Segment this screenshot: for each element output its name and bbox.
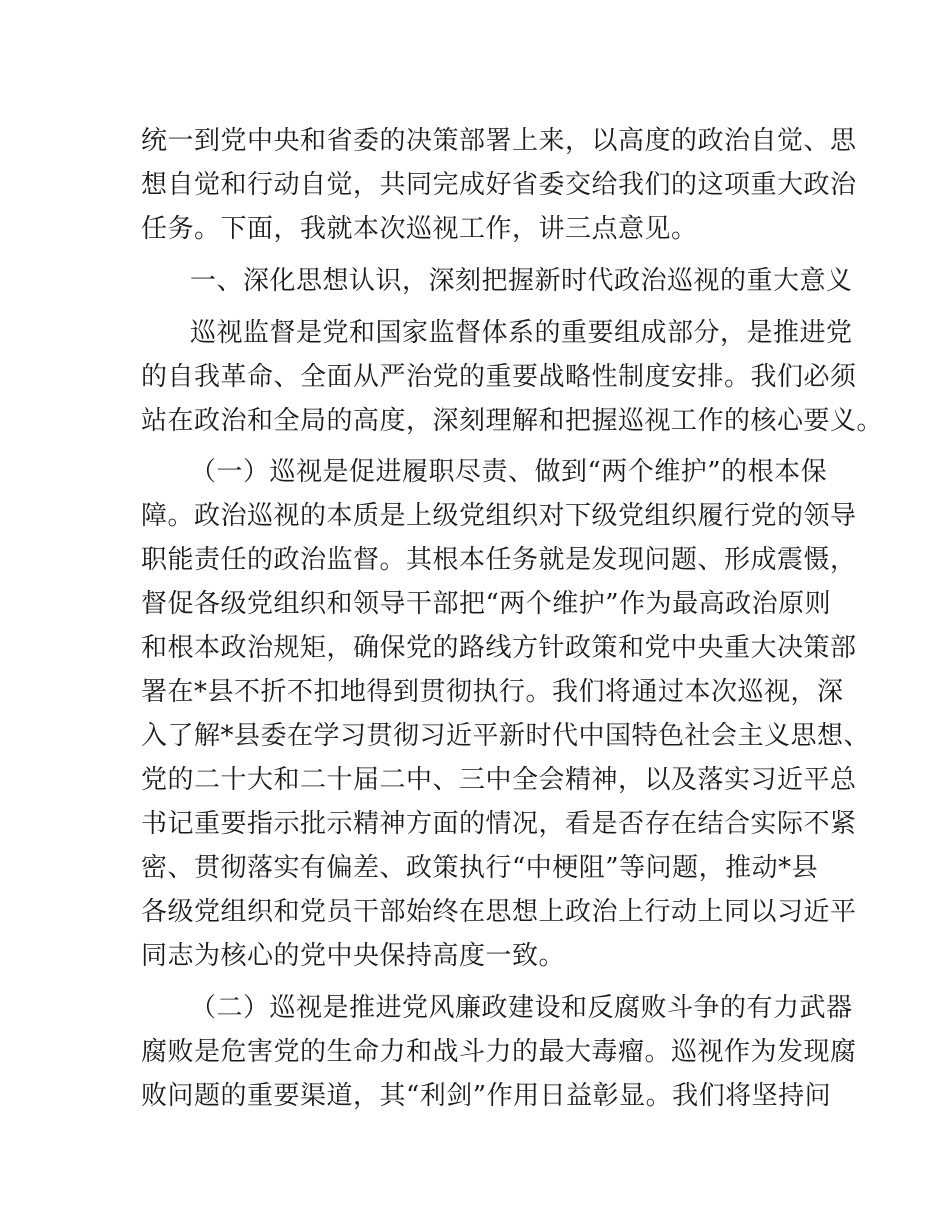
- paragraph-line: 署在*县不折不扣地得到贯彻执行。我们将通过本次巡视，深: [141, 677, 844, 707]
- paragraph-line: 统一到党中央和省委的决策部署上来，以高度的政治自觉、思: [141, 126, 857, 156]
- subsection-heading: （一）巡视是促进履职尽责、做到“两个维护”的根本保: [190, 457, 828, 487]
- paragraph-line: 密、贯彻落实有偏差、政策执行“中梗阻”等问题，推动*县: [141, 853, 819, 883]
- paragraph-line: 书记重要指示批示精神方面的情况，看是否存在结合实际不紧: [141, 809, 857, 839]
- paragraph-line: 督促各级党组织和领导干部把“两个维护”作为最高政治原则: [141, 589, 832, 619]
- paragraph-line: 站在政治和全局的高度，深刻理解和把握巡视工作的核心要义。: [141, 406, 884, 436]
- paragraph-line: 想自觉和行动自觉，共同完成好省委交给我们的这项重大政治: [141, 170, 857, 200]
- paragraph-line: 巡视监督是党和国家监督体系的重要组成部分，是推进党: [190, 318, 853, 348]
- paragraph-line: 的自我革命、全面从严治党的重要战略性制度安排。我们必须: [141, 362, 857, 392]
- section-heading: 一、深化思想认识，深刻把握新时代政治巡视的重大意义: [190, 266, 853, 296]
- paragraph-line: 败问题的重要渠道，其“利剑”作用日益彰显。我们将坚持问: [141, 1081, 832, 1111]
- paragraph-line: 同志为核心的党中央保持高度一致。: [141, 941, 566, 971]
- paragraph-line: 党的二十大和二十届二中、三中全会精神，以及落实习近平总: [141, 765, 857, 795]
- paragraph-line: 障。政治巡视的本质是上级党组织对下级党组织履行党的领导: [141, 501, 857, 531]
- paragraph-line: 任务。下面，我就本次巡视工作，讲三点意见。: [141, 214, 698, 244]
- paragraph-line: 职能责任的政治监督。其根本任务就是发现问题、形成震慑，: [141, 545, 857, 575]
- subsection-heading: （二）巡视是推进党风廉政建设和反腐败斗争的有力武器: [190, 993, 853, 1023]
- paragraph-line: 入了解*县委在学习贯彻习近平新时代中国特色社会主义思想、: [141, 721, 871, 751]
- paragraph-line: 各级党组织和党员干部始终在思想上政治上行动上同以习近平: [141, 897, 857, 927]
- paragraph-line: 和根本政治规矩，确保党的路线方针政策和党中央重大决策部: [141, 633, 857, 663]
- paragraph-line: 腐败是危害党的生命力和战斗力的最大毒瘤。巡视作为发现腐: [141, 1037, 857, 1067]
